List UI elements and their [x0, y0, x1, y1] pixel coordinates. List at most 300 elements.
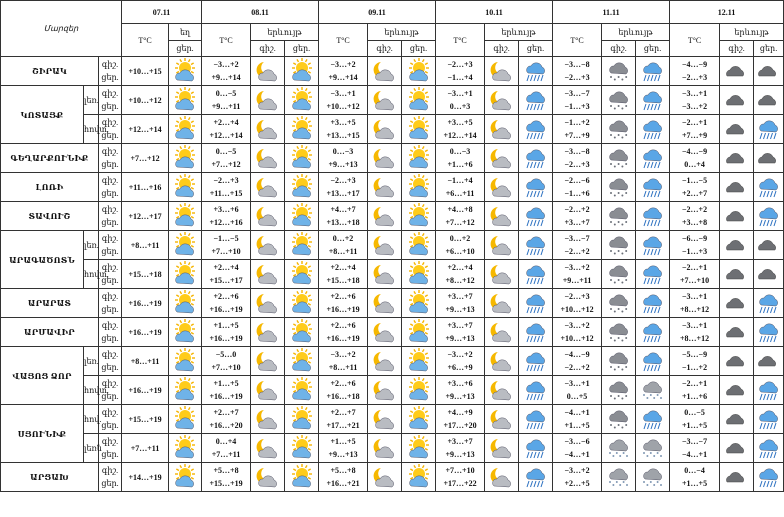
region-name: ԿՈՏԱՅՔ — [1, 86, 84, 144]
night-temp: −3…+2 — [213, 60, 239, 69]
weather-cell — [169, 434, 202, 463]
day-temp: +16…+20 — [209, 421, 243, 430]
table-row — [1, 318, 784, 347]
weather-cell — [636, 144, 670, 173]
cloud-dark-icon — [724, 176, 750, 198]
date-header: 08.11 — [202, 1, 319, 24]
weather-cell — [720, 463, 754, 492]
weather-cell — [602, 376, 636, 405]
sunny-icon — [172, 321, 198, 343]
sun-cloud-icon — [406, 147, 432, 169]
moon-cloud-icon — [255, 60, 281, 82]
weather-cell — [636, 434, 670, 463]
day-label: ցեր. — [101, 334, 119, 343]
snow-dark-icon — [606, 234, 632, 256]
weather-cell — [402, 434, 436, 463]
snow-dark-icon — [606, 292, 632, 314]
rain-icon — [523, 350, 549, 372]
day-temp: +1…+6 — [447, 160, 473, 169]
day-temp: +8…+12 — [680, 334, 710, 343]
temp-cell — [319, 376, 368, 405]
weather-cell — [602, 405, 636, 434]
temp-cell — [436, 289, 485, 318]
moon-cloud-icon — [255, 292, 281, 314]
rain-icon — [523, 437, 549, 459]
day-temp: −1…+3 — [682, 247, 708, 256]
weather-cell — [485, 405, 519, 434]
day-temp: +12…+16 — [209, 218, 243, 227]
cloud-dark-icon — [724, 263, 750, 285]
temp-cell — [670, 260, 720, 289]
weather-cell — [754, 463, 784, 492]
night-temp: −2…+3 — [213, 176, 239, 185]
weather-cell — [636, 260, 670, 289]
phenomenon-header: երևույթ — [602, 24, 670, 41]
table-row — [1, 405, 784, 434]
rain-icon — [640, 147, 666, 169]
night-temp: −2…+2 — [564, 205, 590, 214]
night-temp: +2…+6 — [330, 292, 356, 301]
rain-icon — [756, 292, 782, 314]
day-header: ցեր. — [402, 41, 436, 57]
weather-cell — [251, 434, 285, 463]
night-temp: 0…+2 — [332, 234, 354, 243]
weather-cell — [485, 376, 519, 405]
sunny-icon — [172, 263, 198, 285]
rain-icon — [523, 176, 549, 198]
day-temp: −1…+6 — [564, 189, 590, 198]
weather-cell — [602, 463, 636, 492]
temp-value: +15…+19 — [128, 414, 162, 424]
day-temp: +7…+10 — [211, 247, 241, 256]
weather-cell — [720, 347, 754, 376]
sun-cloud-icon — [289, 234, 315, 256]
sun-cloud-icon — [289, 205, 315, 227]
weather-cell — [169, 115, 202, 144]
sunny-icon — [172, 350, 198, 372]
cloud-dark-icon — [724, 118, 750, 140]
temp-cell — [670, 173, 720, 202]
temp-cell — [436, 115, 485, 144]
weather-cell — [402, 86, 436, 115]
temp-cell — [553, 405, 602, 434]
weather-cell — [251, 376, 285, 405]
temp-cell — [436, 144, 485, 173]
temp-cell — [319, 347, 368, 376]
weather-cell — [368, 463, 402, 492]
weather-cell — [720, 115, 754, 144]
temp-cell — [319, 434, 368, 463]
night-label: գիշ. — [101, 292, 119, 301]
corner-label: Մարզեր — [1, 1, 122, 57]
day-temp: +12…+14 — [443, 131, 477, 140]
weather-cell — [720, 202, 754, 231]
weather-cell — [368, 405, 402, 434]
weather-cell — [402, 260, 436, 289]
night-label: գիշ. — [101, 234, 119, 243]
moon-cloud-icon — [372, 205, 398, 227]
temp-cell — [670, 434, 720, 463]
day-temp: +7…+12 — [211, 160, 241, 169]
moon-cloud-icon — [255, 176, 281, 198]
weather-cell — [285, 144, 319, 173]
sun-cloud-icon — [406, 350, 432, 372]
region-name: ԱՐՄԱՎԻՐ — [1, 318, 99, 347]
sunny-icon — [172, 292, 198, 314]
night-temp: 0…−5 — [215, 89, 237, 98]
day-temp: +13…+15 — [326, 131, 360, 140]
night-temp: −3…−8 — [564, 147, 590, 156]
temp-cell — [436, 57, 485, 86]
weather-cell — [402, 463, 436, 492]
weather-cell — [602, 289, 636, 318]
moon-cloud-icon — [255, 89, 281, 111]
cloud-dark-icon — [724, 292, 750, 314]
day-temp: +1…+5 — [682, 479, 708, 488]
day-temp: +13…+17 — [326, 189, 360, 198]
moon-cloud-icon — [489, 147, 515, 169]
weather-cell — [636, 289, 670, 318]
weather-cell — [754, 57, 784, 86]
weather-cell — [720, 318, 754, 347]
cloud-dark-icon — [724, 408, 750, 430]
region-name: ԱՐԱԳԱԾՈՏՆ — [1, 231, 84, 289]
weather-cell — [754, 144, 784, 173]
temp-cell — [670, 405, 720, 434]
moon-cloud-icon — [372, 147, 398, 169]
moon-cloud-icon — [489, 321, 515, 343]
night-temp: +1…+5 — [330, 437, 356, 446]
table-row — [1, 463, 784, 492]
day-temp: +17…+22 — [443, 479, 477, 488]
day-temp: +7…+9 — [682, 131, 708, 140]
night-temp: −3…−7 — [564, 234, 590, 243]
weather-cell — [368, 86, 402, 115]
moon-cloud-icon — [489, 466, 515, 488]
temp-cell — [436, 202, 485, 231]
weather-cell — [519, 202, 553, 231]
snow-dark-icon — [606, 118, 632, 140]
temp-cell — [122, 57, 169, 86]
snow-dark-icon — [606, 89, 632, 111]
night-temp: −2…+1 — [682, 263, 708, 272]
day-temp: +17…+20 — [443, 421, 477, 430]
subregion-label: հովտ. — [84, 260, 99, 289]
weather-cell — [368, 434, 402, 463]
time-of-day — [99, 318, 122, 347]
sun-cloud-icon — [289, 176, 315, 198]
moon-cloud-icon — [489, 89, 515, 111]
weather-cell — [251, 202, 285, 231]
night-label: գիշ. — [101, 466, 119, 475]
weather-cell — [636, 347, 670, 376]
temp-cell — [202, 115, 251, 144]
rain-icon — [523, 89, 549, 111]
weather-cell — [602, 144, 636, 173]
snow-dark-icon — [606, 263, 632, 285]
weather-cell — [754, 115, 784, 144]
time-of-day — [99, 376, 122, 405]
day-label: ցեր. — [101, 160, 119, 169]
rain-icon — [756, 466, 782, 488]
weather-cell — [285, 405, 319, 434]
temp-value: +16…+19 — [128, 385, 162, 395]
weather-cell — [602, 231, 636, 260]
day-temp: +10…+12 — [326, 102, 360, 111]
sun-cloud-icon — [406, 60, 432, 82]
temp-cell — [202, 260, 251, 289]
date-header: 09.11 — [319, 1, 436, 24]
sun-cloud-icon — [406, 118, 432, 140]
night-temp: −3…+1 — [682, 89, 708, 98]
day-header: ցեր. — [754, 41, 784, 57]
night-label: գիշ. — [101, 263, 119, 272]
sunny-icon — [172, 176, 198, 198]
night-temp: +3…+7 — [447, 292, 473, 301]
weather-cell — [485, 434, 519, 463]
day-temp: +9…+11 — [211, 102, 241, 111]
phenomenon-header: եղ — [169, 24, 202, 41]
weather-cell — [402, 202, 436, 231]
temp-cell — [436, 173, 485, 202]
sunny-icon — [172, 89, 198, 111]
night-temp: −5…0 — [215, 350, 237, 359]
weather-cell — [754, 173, 784, 202]
day-temp: +16…+21 — [326, 479, 360, 488]
snow-icon — [640, 437, 666, 459]
sun-cloud-icon — [406, 89, 432, 111]
day-temp: +8…+11 — [328, 363, 358, 372]
day-header: ցեր. — [519, 41, 553, 57]
day-temp: +11…+15 — [209, 189, 243, 198]
table-row — [1, 347, 784, 376]
moon-cloud-icon — [489, 234, 515, 256]
day-temp: −4…+1 — [682, 450, 708, 459]
day-label: ցեր. — [101, 218, 119, 227]
table-row — [1, 260, 784, 289]
temp-cell — [319, 463, 368, 492]
temp-cell — [436, 376, 485, 405]
sun-cloud-icon — [406, 466, 432, 488]
temp-header: T°C — [202, 24, 251, 57]
weather-cell — [754, 376, 784, 405]
night-temp: −2…+1 — [682, 118, 708, 127]
weather-cell — [602, 173, 636, 202]
weather-cell — [754, 347, 784, 376]
night-temp: 0…−5 — [684, 408, 705, 417]
sun-cloud-icon — [406, 408, 432, 430]
day-label: ցեր. — [101, 189, 119, 198]
moon-cloud-icon — [372, 321, 398, 343]
night-temp: −3…+2 — [564, 263, 590, 272]
weather-cell — [402, 173, 436, 202]
moon-cloud-icon — [372, 408, 398, 430]
phenomenon-header: երևույթ — [251, 24, 319, 41]
night-temp: −1…−5 — [682, 176, 708, 185]
day-temp: +16…+18 — [326, 392, 360, 401]
night-temp: −2…+3 — [330, 176, 356, 185]
day-temp: +2…+7 — [682, 189, 708, 198]
weather-cell — [251, 405, 285, 434]
weather-cell — [720, 434, 754, 463]
temp-cell — [122, 115, 169, 144]
temp-cell — [553, 231, 602, 260]
weather-cell — [519, 347, 553, 376]
cloud-dark-icon — [724, 350, 750, 372]
time-of-day — [99, 86, 122, 115]
temp-cell — [202, 231, 251, 260]
weather-cell — [285, 231, 319, 260]
rain-icon — [640, 176, 666, 198]
region-name: ՇԻՐԱԿ — [1, 57, 99, 86]
rain-icon — [640, 292, 666, 314]
night-temp: +2…+6 — [330, 321, 356, 330]
temp-cell — [319, 202, 368, 231]
table-row — [1, 57, 784, 86]
weather-cell — [519, 144, 553, 173]
rain-icon — [523, 205, 549, 227]
night-temp: −3…+1 — [682, 292, 708, 301]
moon-cloud-icon — [489, 292, 515, 314]
rain-icon — [756, 176, 782, 198]
weather-cell — [485, 57, 519, 86]
cloud-dark-icon — [724, 466, 750, 488]
day-temp: −2…+3 — [564, 73, 590, 82]
temp-cell — [319, 260, 368, 289]
night-temp: −3…+1 — [330, 89, 356, 98]
temp-header: T°C — [122, 24, 169, 57]
night-temp: +2…+4 — [330, 263, 356, 272]
day-temp: +3…+7 — [564, 218, 590, 227]
night-header: գիշ. — [720, 41, 754, 57]
moon-cloud-icon — [372, 437, 398, 459]
temp-header: T°C — [319, 24, 368, 57]
temp-cell — [202, 144, 251, 173]
night-header: գիշ. — [251, 41, 285, 57]
day-temp: +8…+11 — [328, 247, 358, 256]
weather-cell — [720, 376, 754, 405]
snow-dark-icon — [606, 408, 632, 430]
weather-cell — [402, 144, 436, 173]
night-temp: −3…+1 — [564, 379, 590, 388]
weather-cell — [519, 231, 553, 260]
day-temp: −4…+1 — [564, 450, 590, 459]
day-label: ցեր. — [101, 247, 119, 256]
day-temp: +7…+9 — [564, 131, 590, 140]
temp-cell — [553, 289, 602, 318]
weather-cell — [636, 202, 670, 231]
rain-icon — [756, 408, 782, 430]
temp-cell — [202, 202, 251, 231]
moon-cloud-icon — [372, 60, 398, 82]
weather-cell — [720, 405, 754, 434]
table-row — [1, 202, 784, 231]
temp-cell — [553, 115, 602, 144]
phenomenon-header: երևույթ — [485, 24, 553, 41]
temp-cell — [670, 289, 720, 318]
night-temp: −1…−5 — [213, 234, 239, 243]
weather-cell — [519, 376, 553, 405]
day-temp: +10…+12 — [560, 305, 594, 314]
weather-cell — [720, 260, 754, 289]
day-temp: +6…+10 — [445, 247, 475, 256]
temp-cell — [122, 434, 169, 463]
night-temp: −3…+2 — [564, 321, 590, 330]
weather-cell — [285, 289, 319, 318]
temp-value: +8…+11 — [130, 240, 160, 250]
cloud-dark-icon — [756, 89, 782, 111]
night-label: գիշ. — [101, 147, 119, 156]
temp-cell — [553, 173, 602, 202]
time-of-day — [99, 289, 122, 318]
weather-cell — [636, 405, 670, 434]
sun-cloud-icon — [406, 292, 432, 314]
sunny-icon — [172, 118, 198, 140]
weather-cell — [636, 57, 670, 86]
rain-icon — [640, 234, 666, 256]
temp-cell — [202, 347, 251, 376]
moon-cloud-icon — [255, 350, 281, 372]
weather-cell — [251, 463, 285, 492]
rain-icon — [523, 263, 549, 285]
temp-cell — [202, 173, 251, 202]
night-label: գիշ. — [101, 350, 119, 359]
weather-cell — [485, 86, 519, 115]
night-header: գիշ. — [485, 41, 519, 57]
sun-cloud-icon — [289, 350, 315, 372]
night-temp: 0…+2 — [449, 234, 471, 243]
weather-cell — [720, 289, 754, 318]
weather-cell — [636, 115, 670, 144]
moon-cloud-icon — [255, 234, 281, 256]
temp-cell — [670, 231, 720, 260]
temp-cell — [436, 405, 485, 434]
night-temp: +2…+6 — [213, 292, 239, 301]
weather-cell — [636, 173, 670, 202]
day-label: ցեր. — [101, 392, 119, 401]
moon-cloud-icon — [489, 263, 515, 285]
day-temp: +1…+6 — [682, 392, 708, 401]
night-temp: 0…−5 — [215, 147, 237, 156]
moon-cloud-icon — [255, 147, 281, 169]
temp-cell — [122, 376, 169, 405]
temp-value: +7…+12 — [130, 153, 160, 163]
weather-cell — [251, 144, 285, 173]
temp-cell — [670, 115, 720, 144]
day-temp: +6…+11 — [445, 189, 475, 198]
sun-cloud-icon — [406, 437, 432, 459]
rain-icon — [523, 60, 549, 82]
moon-cloud-icon — [255, 466, 281, 488]
weather-cell — [720, 144, 754, 173]
temp-value: +15…+18 — [128, 269, 162, 279]
day-temp: +15…+19 — [209, 479, 243, 488]
temp-cell — [202, 57, 251, 86]
night-temp: 0…−3 — [449, 147, 471, 156]
weather-cell — [519, 289, 553, 318]
sun-cloud-icon — [289, 321, 315, 343]
weather-cell — [754, 260, 784, 289]
snow-dark-icon — [606, 321, 632, 343]
moon-cloud-icon — [372, 263, 398, 285]
weather-cell — [368, 173, 402, 202]
rain-icon — [756, 205, 782, 227]
weather-cell — [251, 260, 285, 289]
temp-cell — [319, 405, 368, 434]
weather-cell — [285, 463, 319, 492]
sunny-icon — [172, 379, 198, 401]
rain-icon — [640, 350, 666, 372]
